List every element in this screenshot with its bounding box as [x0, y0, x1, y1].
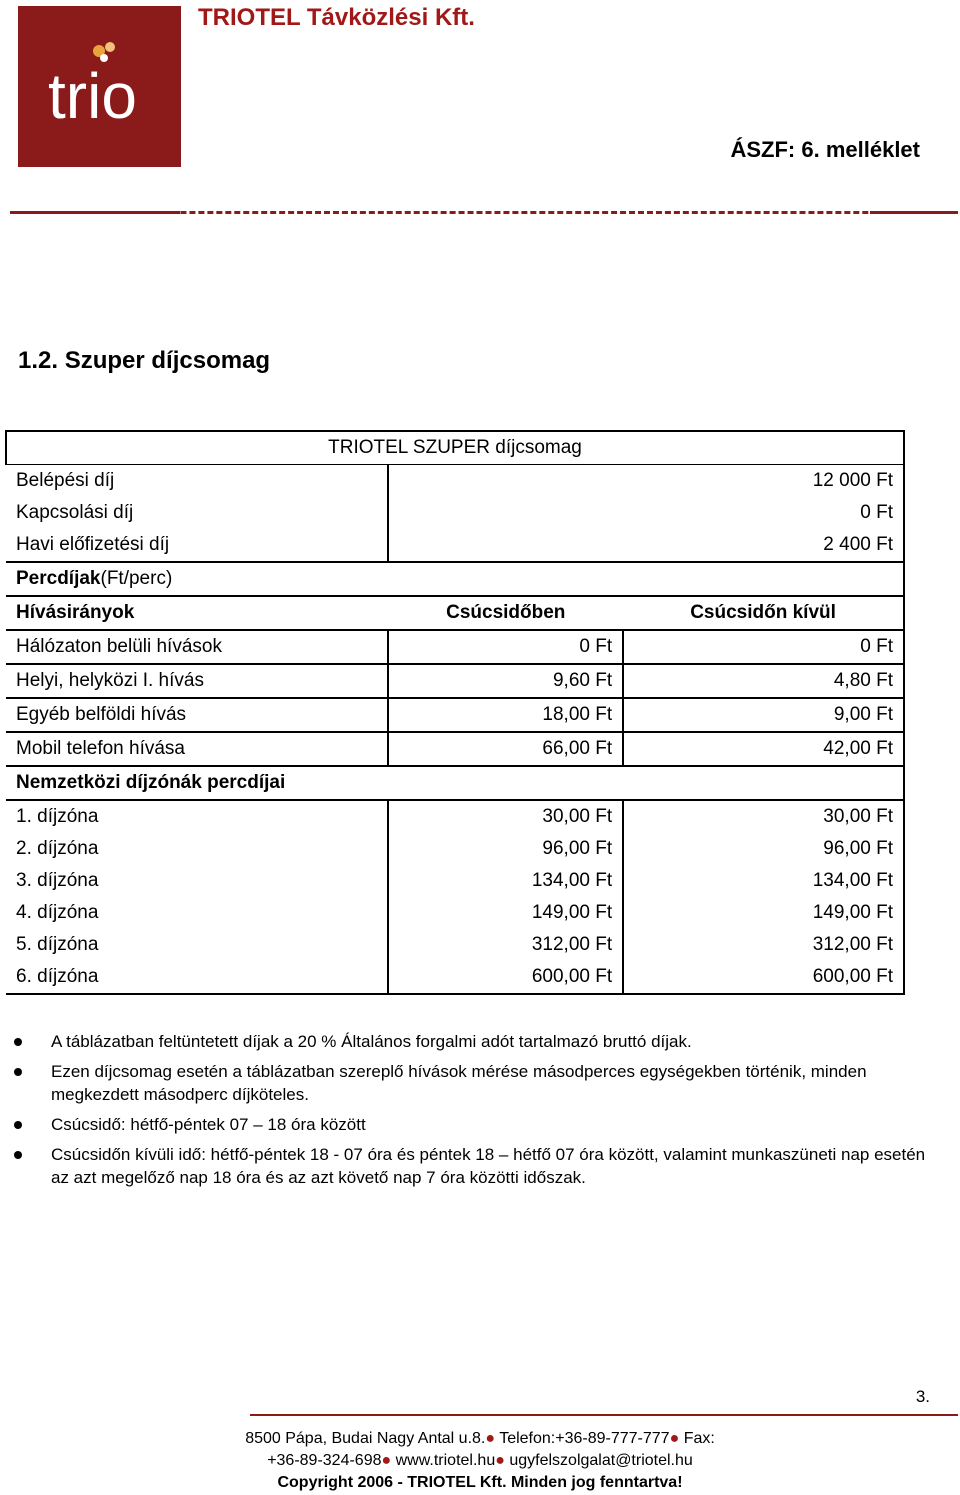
table-row: [6, 465, 904, 498]
annex-label: ÁSZF: 6. melléklet: [730, 137, 920, 162]
footer-phone: Telefon:+36-89-777-777: [499, 1430, 670, 1447]
zone-peak: 30,00 Ft: [388, 800, 623, 833]
list-item: A táblázatban feltüntetett díjak a 20 % Általános forgalmi adót tartalmazó bruttó díjak.: [12, 1030, 942, 1053]
call-offpeak: 9,00 Ft: [623, 698, 904, 732]
footer-fax-label: Fax:: [683, 1430, 715, 1447]
zone-peak: 600,00 Ft: [388, 961, 623, 994]
call-peak: 66,00 Ft: [388, 732, 623, 766]
call-peak: 0 Ft: [388, 630, 623, 664]
zone-offpeak: 134,00 Ft: [623, 865, 904, 897]
fee-value: 12 000 Ft: [388, 465, 904, 498]
zone-label: 1. díjzóna: [6, 800, 388, 833]
footer-copyright: Copyright 2006 - TRIOTEL Kft. Minden jog fenntartva!: [277, 1474, 683, 1491]
zone-offpeak: 312,00 Ft: [623, 929, 904, 961]
table-row: [6, 766, 904, 800]
company-name: TRIOTEL Távközlési Kft.: [198, 4, 475, 31]
fee-label: Kapcsolási díj: [6, 497, 388, 529]
zone-offpeak: 600,00 Ft: [623, 961, 904, 994]
col-offpeak: Csúcsidőn kívül: [623, 596, 904, 630]
bullet-dot-icon: ●: [485, 1430, 496, 1447]
page-number: 3.: [915, 1387, 930, 1406]
table-title: TRIOTEL SZUPER díjcsomag: [6, 431, 904, 465]
per-minute-bold: Percdíjak: [16, 568, 101, 589]
footer-line-1: [0, 1428, 960, 1450]
table-row: [6, 929, 904, 961]
footer-divider: [250, 1414, 958, 1416]
list-item: Csúcsidőn kívüli idő: hétfő-péntek 18 - 07 óra és péntek 18 – hétfő 07 óra között, valamint munkaszüneti nap esetén az azt megelőző nap 18 óra és az azt követő nap 7 óra közötti időszak.: [12, 1143, 942, 1189]
call-offpeak: 42,00 Ft: [623, 732, 904, 766]
table-row: [6, 698, 904, 732]
list-item: Ezen díjcsomag esetén a táblázatban szereplő hívások mérése másodperces egységekben történik, minden megkezdett másodperc díjköteles.: [12, 1060, 942, 1106]
table-row: [6, 497, 904, 529]
zone-peak: 312,00 Ft: [388, 929, 623, 961]
table-row: [6, 630, 904, 664]
footer-web-link[interactable]: www.triotel.hu: [395, 1452, 496, 1469]
call-label: Egyéb belföldi hívás: [6, 698, 388, 732]
table-row: [6, 732, 904, 766]
header-divider-solid-left: [10, 211, 180, 214]
company-logo: [18, 6, 181, 167]
table-row: [6, 800, 904, 833]
fee-value: 2 400 Ft: [388, 529, 904, 562]
zone-offpeak: 30,00 Ft: [623, 800, 904, 833]
call-label: Mobil telefon hívása: [6, 732, 388, 766]
fee-label: Belépési díj: [6, 465, 388, 498]
zone-label: 5. díjzóna: [6, 929, 388, 961]
zone-offpeak: 149,00 Ft: [623, 897, 904, 929]
zone-label: 3. díjzóna: [6, 865, 388, 897]
zone-peak: 96,00 Ft: [388, 833, 623, 865]
fee-label: Havi előfizetési díj: [6, 529, 388, 562]
call-peak: 9,60 Ft: [388, 664, 623, 698]
col-direction: Hívásirányok: [6, 596, 388, 630]
table-row: [6, 961, 904, 994]
table-row: [6, 865, 904, 897]
per-minute-unit: (Ft/perc): [100, 568, 173, 589]
call-label: Helyi, helyközi I. hívás: [6, 664, 388, 698]
bullet-dot-icon: ●: [381, 1452, 392, 1469]
zone-peak: 149,00 Ft: [388, 897, 623, 929]
footer: [0, 1428, 960, 1494]
footer-line-2: [0, 1450, 960, 1472]
footer-email-link[interactable]: ugyfelszolgalat@triotel.hu: [509, 1452, 693, 1469]
column-header-row: [6, 596, 904, 630]
table-row: [6, 833, 904, 865]
call-label: Hálózaton belüli hívások: [6, 630, 388, 664]
zone-label: 4. díjzóna: [6, 897, 388, 929]
zone-offpeak: 96,00 Ft: [623, 833, 904, 865]
trio-logo-icon: [18, 6, 181, 167]
table-row: [6, 897, 904, 929]
footer-address: 8500 Pápa, Budai Nagy Antal u.8.: [245, 1430, 486, 1447]
call-peak: 18,00 Ft: [388, 698, 623, 732]
header-divider-solid-right: [870, 211, 958, 214]
section-title: 1.2. Szuper díjcsomag: [18, 347, 271, 374]
list-item: Csúcsidő: hétfő-péntek 07 – 18 óra között: [12, 1113, 942, 1136]
logo-text: trio: [48, 60, 137, 132]
col-peak: Csúcsidőben: [388, 596, 623, 630]
table-row: [6, 562, 904, 596]
bullet-dot-icon: ●: [669, 1430, 680, 1447]
call-offpeak: 0 Ft: [623, 630, 904, 664]
fee-value: 0 Ft: [388, 497, 904, 529]
price-table: [5, 430, 905, 995]
notes-list: [12, 1030, 942, 1196]
table-row: [6, 529, 904, 562]
call-offpeak: 4,80 Ft: [623, 664, 904, 698]
footer-fax: +36-89-324-698: [267, 1452, 382, 1469]
zone-peak: 134,00 Ft: [388, 865, 623, 897]
international-heading: Nemzetközi díjzónák percdíjai: [6, 766, 904, 800]
bullet-dot-icon: ●: [495, 1452, 505, 1469]
table-row: [6, 664, 904, 698]
zone-label: 6. díjzóna: [6, 961, 388, 994]
per-minute-heading: [6, 562, 904, 596]
zone-label: 2. díjzóna: [6, 833, 388, 865]
